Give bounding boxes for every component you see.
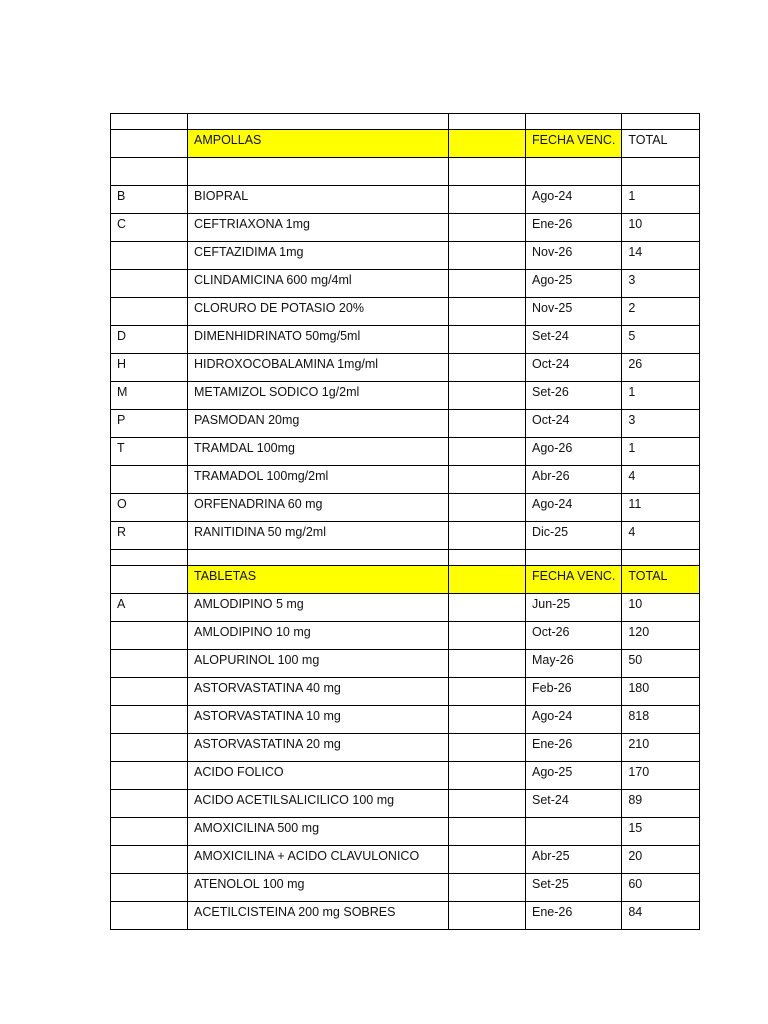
header-spacer-cell bbox=[449, 566, 526, 594]
row-spacer-cell bbox=[449, 438, 526, 466]
row-letter-cell: H bbox=[111, 354, 188, 382]
row-spacer-cell bbox=[449, 678, 526, 706]
row-name-cell: ASTORVASTATINA 20 mg bbox=[188, 734, 449, 762]
row-total-cell: 170 bbox=[622, 762, 700, 790]
table-row bbox=[111, 242, 700, 270]
row-date-cell: Oct-26 bbox=[526, 622, 622, 650]
table-row bbox=[111, 522, 700, 550]
row-date-cell: Ago-25 bbox=[526, 762, 622, 790]
blank-cell bbox=[188, 550, 449, 566]
tabletas-date-header: FECHA VENC. bbox=[526, 566, 622, 594]
row-spacer-cell bbox=[449, 846, 526, 874]
table-row bbox=[111, 874, 700, 902]
row-spacer-cell bbox=[449, 214, 526, 242]
row-name-cell: CLORURO DE POTASIO 20% bbox=[188, 298, 449, 326]
row-spacer-cell bbox=[449, 650, 526, 678]
row-spacer-cell bbox=[449, 790, 526, 818]
row-letter-cell: O bbox=[111, 494, 188, 522]
row-total-cell: 3 bbox=[622, 410, 700, 438]
row-name-cell: CEFTRIAXONA 1mg bbox=[188, 214, 449, 242]
tabletas-header-row bbox=[111, 566, 700, 594]
row-letter-cell bbox=[111, 270, 188, 298]
row-name-cell: ACETILCISTEINA 200 mg SOBRES bbox=[188, 902, 449, 930]
blank-cell bbox=[622, 158, 700, 186]
ampollas-date-header: FECHA VENC. bbox=[526, 130, 622, 158]
row-letter-cell bbox=[111, 622, 188, 650]
table-row bbox=[111, 354, 700, 382]
row-date-cell: Ago-24 bbox=[526, 494, 622, 522]
row-name-cell: ORFENADRINA 60 mg bbox=[188, 494, 449, 522]
row-total-cell: 1 bbox=[622, 382, 700, 410]
ampollas-section-title: AMPOLLAS bbox=[188, 130, 449, 158]
row-name-cell: ACIDO FOLICO bbox=[188, 762, 449, 790]
row-name-cell: AMLODIPINO 10 mg bbox=[188, 622, 449, 650]
row-name-cell: ACIDO ACETILSALICILICO 100 mg bbox=[188, 790, 449, 818]
row-spacer-cell bbox=[449, 242, 526, 270]
blank-cell bbox=[111, 114, 188, 130]
row-letter-cell bbox=[111, 242, 188, 270]
row-total-cell: 818 bbox=[622, 706, 700, 734]
blank-row bbox=[111, 114, 700, 130]
row-spacer-cell bbox=[449, 410, 526, 438]
row-date-cell: Ene-26 bbox=[526, 734, 622, 762]
row-name-cell: RANITIDINA 50 mg/2ml bbox=[188, 522, 449, 550]
row-name-cell: AMLODIPINO 5 mg bbox=[188, 594, 449, 622]
row-name-cell: ASTORVASTATINA 10 mg bbox=[188, 706, 449, 734]
row-letter-cell bbox=[111, 298, 188, 326]
table-row bbox=[111, 438, 700, 466]
row-spacer-cell bbox=[449, 186, 526, 214]
row-date-cell: Feb-26 bbox=[526, 678, 622, 706]
row-date-cell: Abr-25 bbox=[526, 846, 622, 874]
blank-cell bbox=[449, 158, 526, 186]
row-letter-cell bbox=[111, 466, 188, 494]
row-letter-cell: R bbox=[111, 522, 188, 550]
row-spacer-cell bbox=[449, 354, 526, 382]
row-total-cell: 26 bbox=[622, 354, 700, 382]
header-letter-cell bbox=[111, 566, 188, 594]
table-row bbox=[111, 186, 700, 214]
row-total-cell: 210 bbox=[622, 734, 700, 762]
row-spacer-cell bbox=[449, 522, 526, 550]
table-row bbox=[111, 762, 700, 790]
row-date-cell: Set-25 bbox=[526, 874, 622, 902]
blank-cell bbox=[526, 158, 622, 186]
row-spacer-cell bbox=[449, 762, 526, 790]
row-letter-cell: C bbox=[111, 214, 188, 242]
row-spacer-cell bbox=[449, 270, 526, 298]
row-spacer-cell bbox=[449, 734, 526, 762]
row-date-cell: Oct-24 bbox=[526, 410, 622, 438]
row-letter-cell bbox=[111, 846, 188, 874]
row-total-cell: 1 bbox=[622, 438, 700, 466]
inventory-table bbox=[110, 113, 700, 930]
table-row bbox=[111, 650, 700, 678]
tabletas-total-header: TOTAL bbox=[622, 566, 700, 594]
row-name-cell: AMOXICILINA 500 mg bbox=[188, 818, 449, 846]
row-date-cell: Ago-24 bbox=[526, 706, 622, 734]
inventory-table-body bbox=[111, 114, 700, 930]
row-date-cell: Ago-26 bbox=[526, 438, 622, 466]
blank-cell bbox=[526, 114, 622, 130]
blank-row bbox=[111, 158, 700, 186]
table-row bbox=[111, 270, 700, 298]
table-row bbox=[111, 734, 700, 762]
table-row bbox=[111, 326, 700, 354]
table-row bbox=[111, 818, 700, 846]
row-name-cell: BIOPRAL bbox=[188, 186, 449, 214]
row-date-cell: Ene-26 bbox=[526, 214, 622, 242]
row-total-cell: 20 bbox=[622, 846, 700, 874]
row-letter-cell: M bbox=[111, 382, 188, 410]
row-spacer-cell bbox=[449, 382, 526, 410]
row-letter-cell: T bbox=[111, 438, 188, 466]
row-total-cell: 4 bbox=[622, 522, 700, 550]
row-date-cell bbox=[526, 818, 622, 846]
row-spacer-cell bbox=[449, 326, 526, 354]
blank-cell bbox=[622, 550, 700, 566]
header-letter-cell bbox=[111, 130, 188, 158]
blank-cell bbox=[449, 550, 526, 566]
row-spacer-cell bbox=[449, 818, 526, 846]
row-total-cell: 10 bbox=[622, 594, 700, 622]
row-name-cell: METAMIZOL SODICO 1g/2ml bbox=[188, 382, 449, 410]
table-row bbox=[111, 494, 700, 522]
row-letter-cell bbox=[111, 678, 188, 706]
row-name-cell: CEFTAZIDIMA 1mg bbox=[188, 242, 449, 270]
row-letter-cell: P bbox=[111, 410, 188, 438]
row-date-cell: Nov-25 bbox=[526, 298, 622, 326]
row-date-cell: Ene-26 bbox=[526, 902, 622, 930]
row-letter-cell bbox=[111, 790, 188, 818]
row-date-cell: Oct-24 bbox=[526, 354, 622, 382]
table-row bbox=[111, 706, 700, 734]
row-name-cell: AMOXICILINA + ACIDO CLAVULONICO bbox=[188, 846, 449, 874]
blank-cell bbox=[111, 550, 188, 566]
row-letter-cell bbox=[111, 734, 188, 762]
row-date-cell: Dic-25 bbox=[526, 522, 622, 550]
table-row bbox=[111, 846, 700, 874]
row-letter-cell: B bbox=[111, 186, 188, 214]
row-date-cell: Set-26 bbox=[526, 382, 622, 410]
row-total-cell: 11 bbox=[622, 494, 700, 522]
table-row bbox=[111, 902, 700, 930]
row-spacer-cell bbox=[449, 706, 526, 734]
row-total-cell: 180 bbox=[622, 678, 700, 706]
blank-cell bbox=[188, 158, 449, 186]
row-total-cell: 84 bbox=[622, 902, 700, 930]
row-name-cell: ASTORVASTATINA 40 mg bbox=[188, 678, 449, 706]
row-total-cell: 50 bbox=[622, 650, 700, 678]
row-name-cell: PASMODAN 20mg bbox=[188, 410, 449, 438]
row-letter-cell bbox=[111, 650, 188, 678]
row-letter-cell: D bbox=[111, 326, 188, 354]
row-date-cell: Jun-25 bbox=[526, 594, 622, 622]
row-name-cell: CLINDAMICINA 600 mg/4ml bbox=[188, 270, 449, 298]
row-name-cell: TRAMDAL 100mg bbox=[188, 438, 449, 466]
row-spacer-cell bbox=[449, 466, 526, 494]
tabletas-section-title: TABLETAS bbox=[188, 566, 449, 594]
blank-cell bbox=[449, 114, 526, 130]
row-name-cell: ALOPURINOL 100 mg bbox=[188, 650, 449, 678]
row-name-cell: ATENOLOL 100 mg bbox=[188, 874, 449, 902]
row-date-cell: Nov-26 bbox=[526, 242, 622, 270]
table-row bbox=[111, 594, 700, 622]
table-row bbox=[111, 298, 700, 326]
table-row bbox=[111, 466, 700, 494]
row-name-cell: HIDROXOCOBALAMINA 1mg/ml bbox=[188, 354, 449, 382]
row-name-cell: DIMENHIDRINATO 50mg/5ml bbox=[188, 326, 449, 354]
blank-cell bbox=[188, 114, 449, 130]
row-spacer-cell bbox=[449, 902, 526, 930]
row-total-cell: 89 bbox=[622, 790, 700, 818]
row-spacer-cell bbox=[449, 494, 526, 522]
table-row bbox=[111, 622, 700, 650]
row-spacer-cell bbox=[449, 298, 526, 326]
row-letter-cell bbox=[111, 818, 188, 846]
blank-row bbox=[111, 550, 700, 566]
row-total-cell: 3 bbox=[622, 270, 700, 298]
row-total-cell: 5 bbox=[622, 326, 700, 354]
row-spacer-cell bbox=[449, 874, 526, 902]
row-letter-cell bbox=[111, 902, 188, 930]
row-date-cell: Abr-26 bbox=[526, 466, 622, 494]
row-name-cell: TRAMADOL 100mg/2ml bbox=[188, 466, 449, 494]
row-total-cell: 4 bbox=[622, 466, 700, 494]
row-total-cell: 2 bbox=[622, 298, 700, 326]
table-row bbox=[111, 790, 700, 818]
row-spacer-cell bbox=[449, 594, 526, 622]
row-date-cell: Set-24 bbox=[526, 326, 622, 354]
row-total-cell: 120 bbox=[622, 622, 700, 650]
row-letter-cell bbox=[111, 874, 188, 902]
row-total-cell: 10 bbox=[622, 214, 700, 242]
blank-cell bbox=[622, 114, 700, 130]
row-spacer-cell bbox=[449, 622, 526, 650]
row-letter-cell bbox=[111, 706, 188, 734]
ampollas-header-row bbox=[111, 130, 700, 158]
ampollas-total-header: TOTAL bbox=[622, 130, 700, 158]
table-row bbox=[111, 382, 700, 410]
blank-cell bbox=[111, 158, 188, 186]
table-row bbox=[111, 214, 700, 242]
table-row bbox=[111, 410, 700, 438]
row-date-cell: Ago-24 bbox=[526, 186, 622, 214]
row-total-cell: 1 bbox=[622, 186, 700, 214]
row-date-cell: Set-24 bbox=[526, 790, 622, 818]
row-letter-cell: A bbox=[111, 594, 188, 622]
row-date-cell: Ago-25 bbox=[526, 270, 622, 298]
row-letter-cell bbox=[111, 762, 188, 790]
row-total-cell: 60 bbox=[622, 874, 700, 902]
row-total-cell: 14 bbox=[622, 242, 700, 270]
row-total-cell: 15 bbox=[622, 818, 700, 846]
row-date-cell: May-26 bbox=[526, 650, 622, 678]
header-spacer-cell bbox=[449, 130, 526, 158]
blank-cell bbox=[526, 550, 622, 566]
table-row bbox=[111, 678, 700, 706]
